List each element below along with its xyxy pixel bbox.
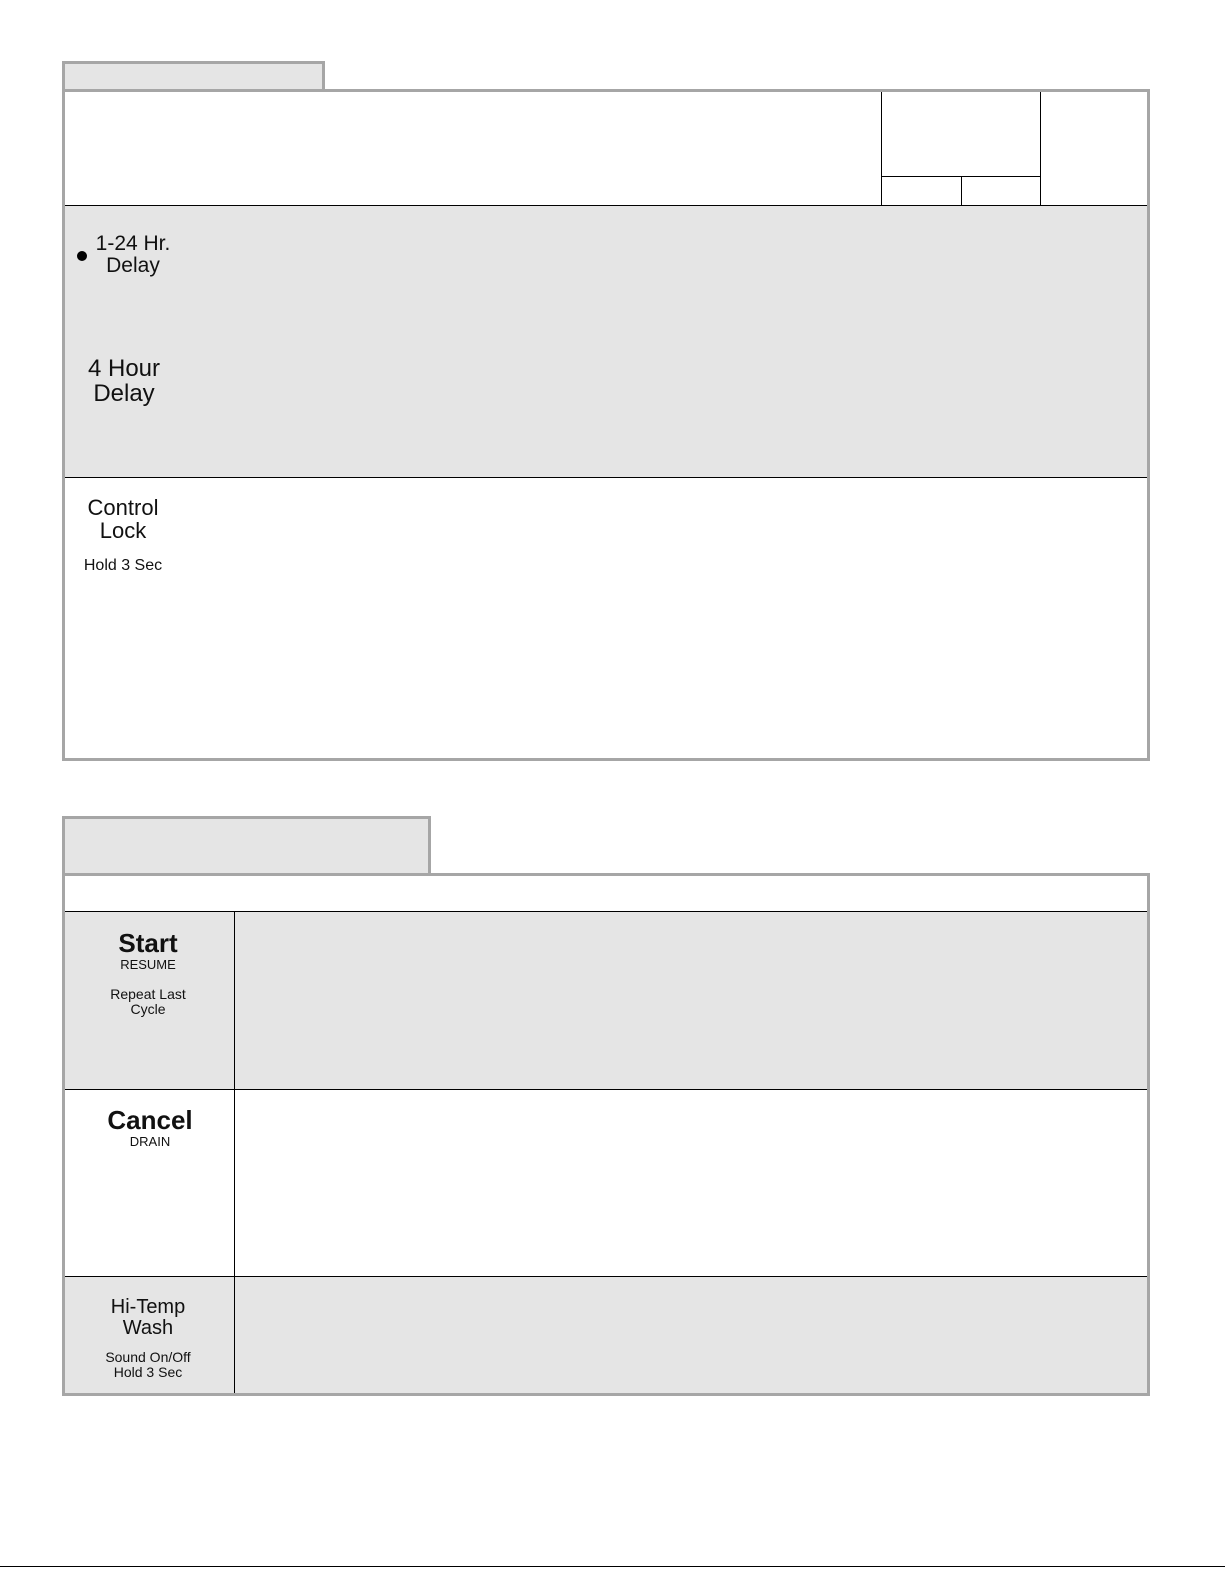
delay-4-hour-line2: Delay — [93, 380, 155, 408]
section1-tab — [62, 61, 325, 91]
cancel-button-title: Cancel — [107, 1105, 193, 1135]
delay-1-24-line1: 1-24 Hr. — [95, 232, 171, 255]
hitemp-note-line1: Sound On/Off — [105, 1349, 191, 1365]
delay-1-24-button-label — [88, 233, 178, 277]
start-repeat-note — [62, 987, 234, 1016]
section2-tab — [62, 816, 431, 876]
control-lock-hold-note: Hold 3 Sec — [83, 557, 163, 574]
hitemp-note-line2: Hold 3 Sec — [113, 1363, 183, 1380]
delay-1-24-line2: Delay — [106, 254, 160, 278]
section1-frame — [62, 89, 1150, 761]
start-button-title: Start — [118, 928, 178, 958]
start-resume-label: RESUME — [120, 957, 176, 972]
start-repeat-line2: Cycle — [130, 1000, 166, 1017]
hitemp-line2: Wash — [122, 1317, 174, 1339]
hitemp-line1: Hi-Temp — [110, 1296, 186, 1318]
page-bottom-rule — [0, 1566, 1225, 1567]
delay-indicator-icon — [77, 251, 87, 261]
hitemp-button-label — [62, 1297, 234, 1339]
control-lock-button-label — [72, 496, 174, 542]
control-lock-line1: Control — [87, 495, 159, 520]
control-lock-line2: Lock — [99, 518, 147, 544]
cancel-drain-label: DRAIN — [129, 1134, 171, 1149]
delay-4-hour-button-label — [74, 356, 174, 406]
start-repeat-line1: Repeat Last — [110, 986, 186, 1002]
hitemp-sound-note — [62, 1350, 234, 1379]
delay-4-hour-line1: 4 Hour — [87, 355, 161, 382]
